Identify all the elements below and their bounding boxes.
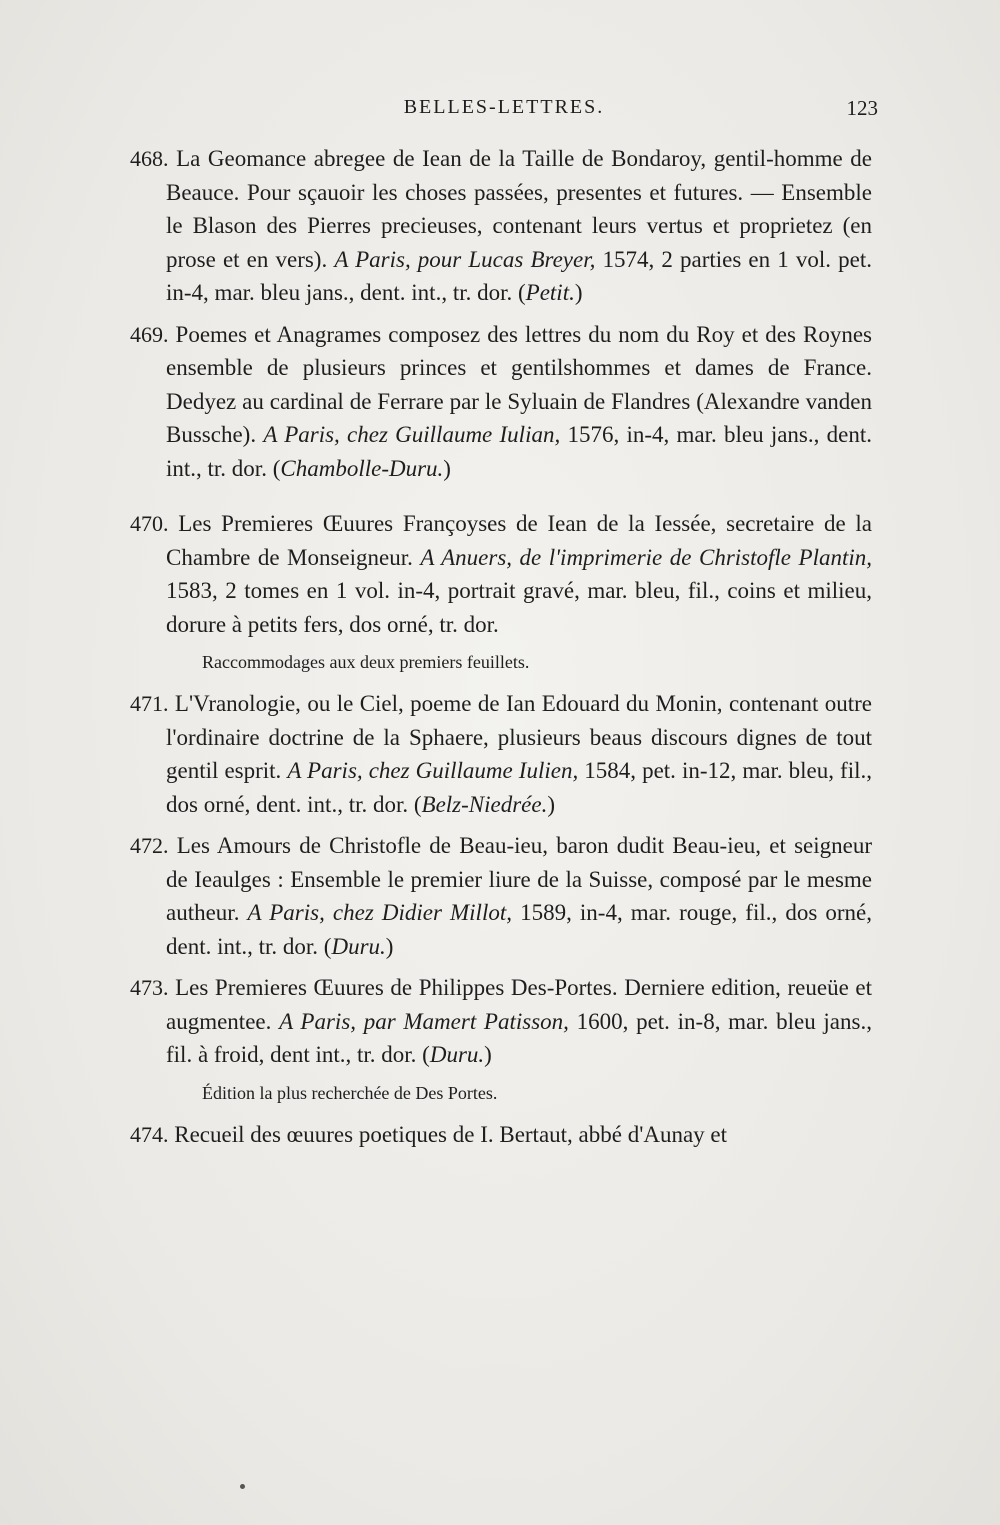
entry-text: Les Premieres Œuures Françoyses de Iean de la Iessée, secretaire de la Chambre de Monseigneur. (166, 511, 872, 570)
page-number: 123 (846, 96, 878, 120)
entry-text: Les Premieres Œuures de Philippes Des-Portes. Derniere edition, reueüe et augmentee. (166, 975, 872, 1034)
entry-description: 1584, pet. in-12, mar. bleu, fil., dos orné, dent. int., tr. dor. ( (166, 758, 872, 817)
entry-number: 468. (130, 146, 169, 171)
entry-471 (130, 687, 872, 821)
entry-note: Raccommodages aux deux premiers feuillets. (202, 652, 530, 672)
entry-474 (130, 1118, 872, 1152)
entry-description: 1576, in-4, mar. bleu jans., dent. int., tr. dor. ( (166, 422, 872, 481)
entry-473 (130, 971, 872, 1072)
entry-binder: Belz-Niedrée. (421, 791, 548, 817)
entry-imprint: A Paris, chez Guillaume Iulien, (287, 758, 579, 783)
entry-number: 471. (130, 691, 169, 716)
entry-number: 469. (130, 321, 169, 347)
entry-text: Les Amours de Christofle de Beau-ieu, baron dudit Beau-ieu, et seigneur de Ieaulges : Ensemble le premier liure de la Suisse, composé par le mesme autheur. (166, 833, 872, 925)
running-head (130, 96, 878, 126)
entry-closing: ) (443, 455, 451, 481)
entry-closing: ) (385, 933, 394, 959)
entry-text: Recueil des œuures poetiques de I. Bertaut, abbé d'Aunay et (168, 1121, 728, 1147)
entry-text: La Geomance abregee de Iean de la Taille de Bondaroy, gentil-homme de Beauce. Pour sçauoir les choses passées, presentes et futures. — Ensemble le Blason des Pierres precieuses, contenant leurs vertus et proprietez (en prose et en vers). (166, 146, 872, 272)
entry-binder: Petit. (525, 280, 575, 305)
entry-text: L'Vranologie, ou le Ciel, poeme de Ian Edouard du Monin, contenant outre l'ordinaire doctrine de la Sphaere, plusieurs beaus discours dignes de tout gentil esprit. (166, 691, 872, 783)
entry-binder: Duru. (429, 1042, 485, 1067)
entry-imprint: A Anuers, de l'imprimerie de Christofle Plantin, (420, 544, 872, 570)
entry-closing: ) (484, 1042, 492, 1067)
entry-468 (130, 142, 872, 310)
entry-number: 470. (130, 511, 169, 536)
entry-binder: Duru. (331, 933, 386, 959)
entry-number: 474. (130, 1121, 169, 1147)
entry-imprint: A Paris, par Mamert Patisson, (279, 1008, 569, 1034)
running-title: BELLES-LETTRES. (403, 96, 605, 118)
entry-note: Édition la plus recherchée de Des Portes. (202, 1082, 498, 1103)
entry-closing: ) (547, 791, 556, 817)
entry-number: 473. (130, 975, 169, 1000)
entry-text: Poemes et Anagrames composez des lettres du nom du Roy et des Roynes ensemble de plusieurs princes et gentilshommes et dames de France. Dedyez au cardinal de Ferrare par le Syluain de Flandres (Alexandre vanden Bussche). (166, 321, 872, 447)
entry-imprint: A Paris, chez Didier Millot, (247, 900, 512, 925)
entry-470 (130, 507, 872, 641)
entry-description: 1589, in-4, mar. rouge, fil., dos orné, dent. int., tr. dor. ( (166, 900, 872, 959)
entry-469 (130, 318, 872, 486)
entry-description: 1600, pet. in-8, mar. bleu jans., fil. à froid, dent int., tr. dor. ( (166, 1008, 872, 1067)
entry-imprint: A Paris, pour Lucas Breyer, (334, 246, 596, 272)
entry-description: 1574, 2 parties en 1 vol. pet. in-4, mar. bleu jans., dent. int., tr. dor. ( (166, 246, 872, 305)
entry-imprint: A Paris, chez Guillaume Iulian, (263, 422, 561, 447)
entry-description: 1583, 2 tomes en 1 vol. in-4, portrait gravé, mar. bleu, fil., coins et milieu, dorure à petits fers, dos orné, tr. dor. (166, 578, 872, 637)
entry-472 (130, 829, 872, 963)
page-speck (240, 1484, 245, 1489)
catalogue-entries (130, 142, 872, 1159)
entry-closing: ) (574, 280, 583, 305)
entry-binder: Chambolle-Duru. (280, 455, 444, 481)
entry-number: 472. (130, 833, 169, 858)
